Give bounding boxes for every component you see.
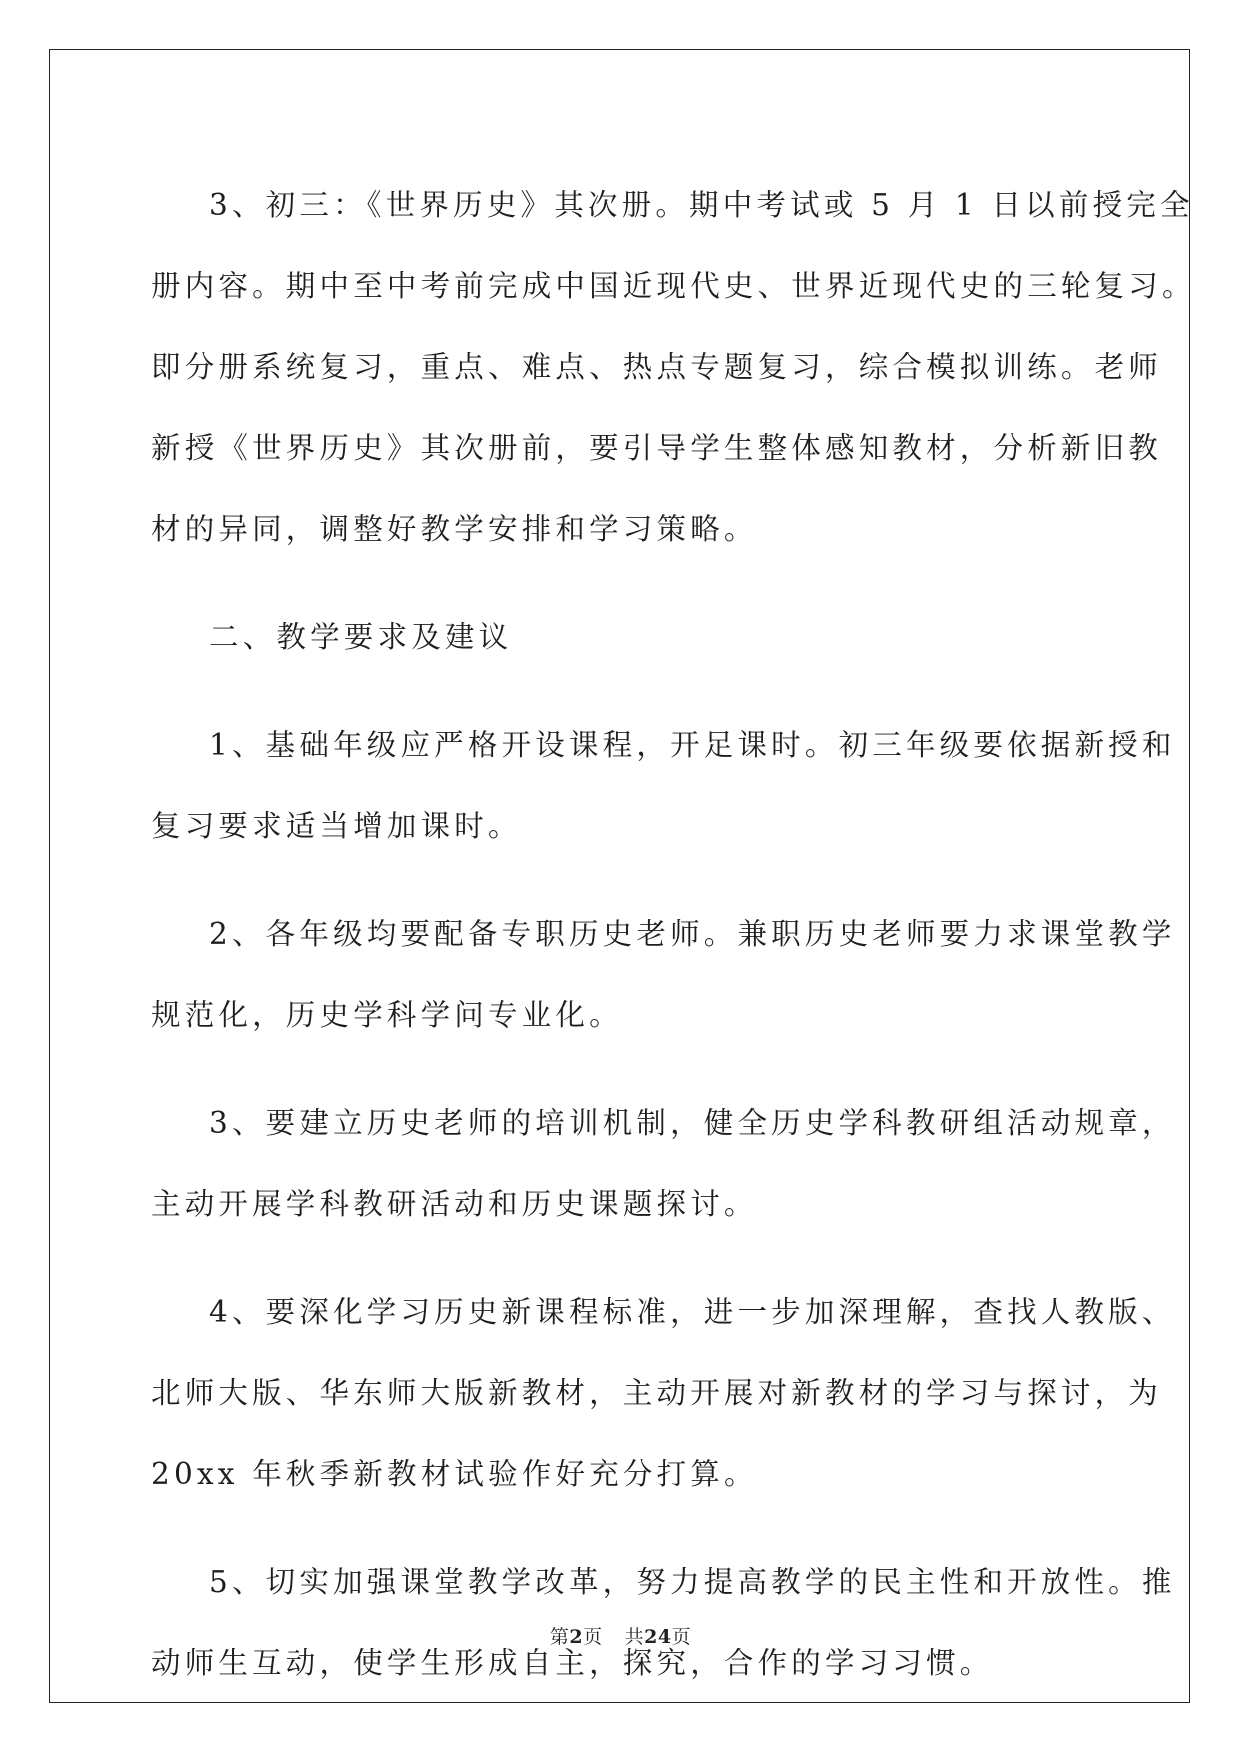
text-line: 5、切实加强课堂教学改革，努力提高教学的民主性和开放性。推 bbox=[209, 1565, 1176, 1599]
text-line: 册内容。期中至中考前完成中国近现代史、世界近现代史的三轮复习。 bbox=[151, 269, 1196, 303]
text-line: 3、初三：《世界历史》其次册。期中考试或 5 月 1 日以前授完全 bbox=[209, 188, 1194, 222]
text-line: 动师生互动，使学生形成自主，探究，合作的学习习惯。 bbox=[151, 1646, 994, 1680]
page-suffix: 页 bbox=[583, 1626, 603, 1648]
text-line: 1、基础年级应严格开设课程，开足课时。初三年级要依据新授和 bbox=[209, 728, 1176, 762]
paragraph bbox=[151, 1272, 1176, 1515]
paragraph bbox=[151, 1083, 1176, 1245]
total-prefix: 共 bbox=[624, 1626, 645, 1648]
text-line: 材的异同，调整好教学安排和学习策略。 bbox=[151, 512, 758, 546]
text-line: 复习要求适当增加课时。 bbox=[151, 809, 522, 843]
text-line: 2、各年级均要配备专职历史老师。兼职历史老师要力求课堂教学 bbox=[209, 917, 1176, 951]
page-number: 2 bbox=[569, 1626, 584, 1648]
page-footer bbox=[0, 1622, 1241, 1649]
document-body bbox=[151, 165, 1196, 1731]
paragraph bbox=[151, 705, 1176, 867]
text-line: 北师大版、华东师大版新教材，主动开展对新教材的学习与探讨，为 bbox=[151, 1376, 1163, 1410]
page-prefix: 第 bbox=[549, 1626, 570, 1648]
text-line: 4、要深化学习历史新课程标准，进一步加深理解，查找人教版、 bbox=[209, 1295, 1176, 1329]
text-line: 3、要建立历史老师的培训机制，健全历史学科教研组活动规章， bbox=[209, 1106, 1176, 1140]
text-line: 新授《世界历史》其次册前，要引导学生整体感知教材，分析新旧教 bbox=[151, 431, 1163, 465]
total-suffix: 页 bbox=[671, 1626, 692, 1648]
heading-text: 二、教学要求及建议 bbox=[209, 620, 513, 654]
text-line: 规范化，历史学科学问专业化。 bbox=[151, 998, 623, 1032]
paragraph bbox=[151, 165, 1196, 570]
paragraph bbox=[151, 894, 1176, 1056]
section-heading bbox=[151, 597, 1091, 678]
text-line: 主动开展学科教研活动和历史课题探讨。 bbox=[151, 1187, 758, 1221]
text-line: 20xx 年秋季新教材试验作好充分打算。 bbox=[151, 1457, 758, 1491]
total-pages: 24 bbox=[644, 1626, 672, 1648]
text-line: 即分册系统复习，重点、难点、热点专题复习，综合模拟训练。老师 bbox=[151, 350, 1163, 384]
